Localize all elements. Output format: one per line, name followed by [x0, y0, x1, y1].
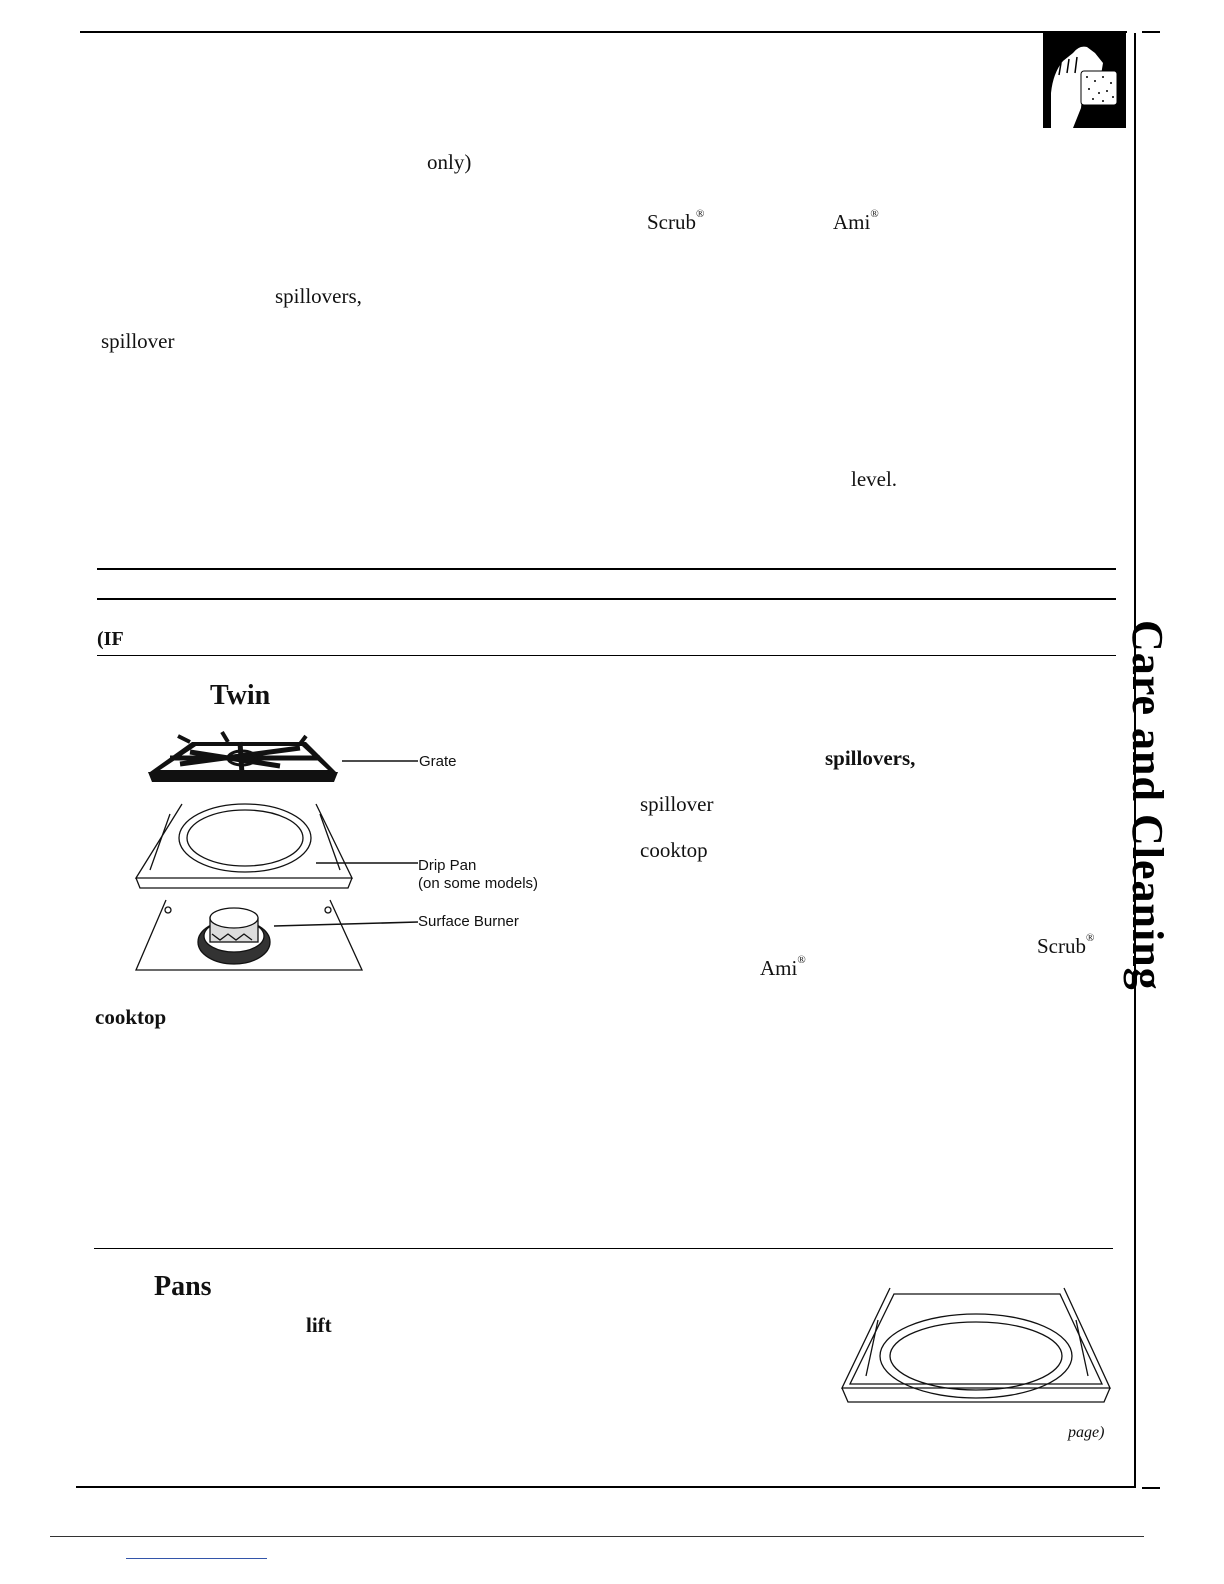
surface-burner-illustration — [136, 900, 362, 970]
right-top-tick — [1142, 31, 1160, 33]
word-scrub: Scrub® — [647, 208, 705, 234]
label-drip-pan-note: (on some models) — [418, 875, 539, 892]
word-only: only) — [427, 150, 472, 174]
section-tab-care-and-cleaning: Care and Cleaning — [1123, 620, 1172, 991]
label-grate: Grate — [419, 753, 457, 770]
heading-if: (IF — [97, 628, 124, 650]
section-rule-1 — [97, 568, 1116, 570]
grate-illustration — [148, 732, 338, 782]
cleaning-hand-icon — [1043, 33, 1126, 128]
page-continuation-note: page) — [1068, 1424, 1105, 1441]
word-lift: lift — [306, 1313, 332, 1337]
word-level: level. — [851, 467, 898, 491]
label-surface-burner: Surface Burner — [418, 913, 519, 930]
heading-twin: Twin — [210, 680, 271, 711]
footer-rule — [50, 1536, 1144, 1537]
right-bottom-tick — [1142, 1487, 1160, 1489]
section-rule-3 — [97, 655, 1116, 656]
label-drip-pan: Drip Pan — [418, 857, 477, 874]
footer-link-underline — [126, 1558, 267, 1559]
word-scrub-mid: Scrub® — [1037, 932, 1095, 958]
drip-pan-illustration-bottom — [838, 1280, 1114, 1410]
word-cooktop-mid: cooktop — [640, 838, 708, 862]
word-spillovers-bold: spillovers, — [825, 746, 916, 770]
section-rule-2 — [97, 598, 1116, 600]
bottom-rule — [76, 1486, 1136, 1488]
word-ami-mid: Ami® — [760, 954, 806, 980]
word-cooktop-bold: cooktop — [95, 1005, 167, 1029]
burner-assembly-diagram — [130, 730, 430, 980]
drip-pan-illustration — [136, 804, 352, 888]
word-spillover: spillover — [101, 329, 175, 353]
word-ami: Ami® — [833, 208, 879, 234]
section-rule-4 — [94, 1248, 1113, 1249]
top-rule — [80, 31, 1127, 33]
heading-pans: Pans — [154, 1271, 212, 1302]
word-spillover-mid: spillover — [640, 792, 714, 816]
word-spillovers: spillovers, — [275, 284, 362, 308]
